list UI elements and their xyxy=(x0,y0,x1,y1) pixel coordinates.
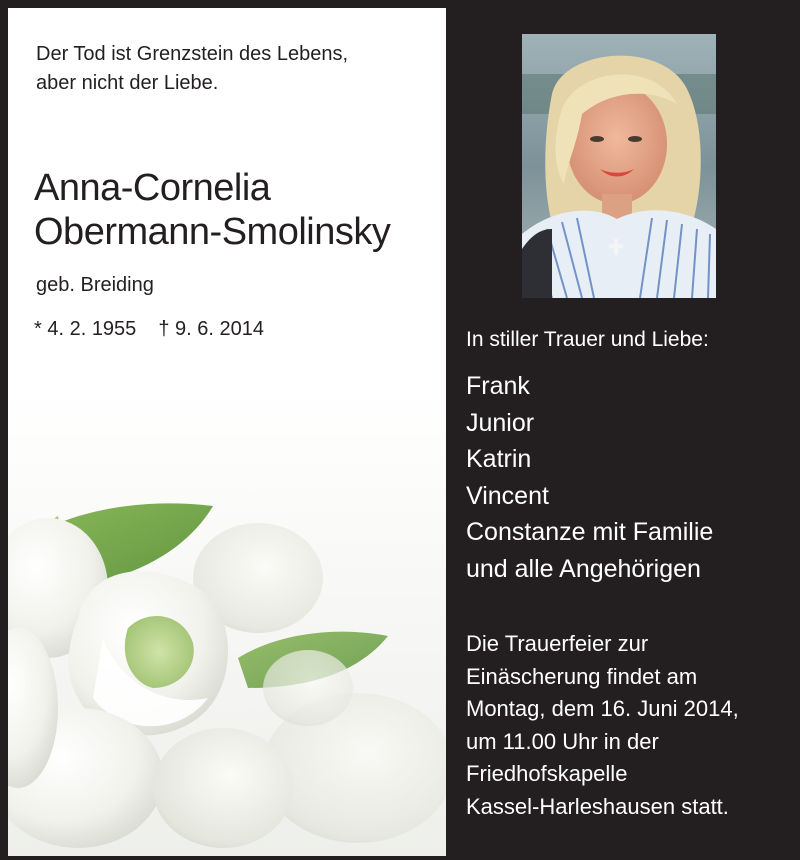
maiden-name: geb. Breiding xyxy=(36,274,154,296)
ceremony-line-6: Kassel-Harleshausen statt. xyxy=(466,793,729,819)
obituary-card xyxy=(8,8,446,856)
mourner-item: Katrin xyxy=(466,445,532,473)
ceremony-line-2: Einäscherung findet am xyxy=(466,663,698,689)
birth-date: * 4. 2. 1955 xyxy=(34,318,137,340)
ceremony-line-4: um 11.00 Uhr in der xyxy=(466,728,659,754)
death-date: † 9. 6. 2014 xyxy=(158,318,264,340)
ceremony-line-3: Montag, dem 16. Juni 2014, xyxy=(466,696,739,722)
first-name: Anna-Cornelia xyxy=(34,167,271,209)
mourner-item: Frank xyxy=(466,372,530,400)
mourner-item: Vincent xyxy=(466,481,549,510)
ceremony-notice xyxy=(466,628,739,824)
quote-line-1: Der Tod ist Grenzstein des Lebens, xyxy=(36,43,349,65)
ceremony-line-1: Die Trauerfeier zur xyxy=(466,631,649,656)
ceremony-line-5: Friedhofskapelle xyxy=(466,761,628,787)
tulip-bouquet-image xyxy=(8,388,446,856)
last-name: Obermann-Smolinsky xyxy=(34,211,391,253)
mourner-item: Junior xyxy=(466,408,535,437)
quote-line-2: aber nicht der Liebe. xyxy=(36,72,219,94)
mourner-item: und alle Angehörigen xyxy=(466,554,701,583)
life-dates xyxy=(34,318,264,341)
mourner-item: Constanze mit Familie xyxy=(466,518,714,546)
mourning-heading: In stiller Trauer und Liebe: xyxy=(466,328,709,351)
memorial-quote xyxy=(36,40,348,98)
mourners-list xyxy=(466,368,713,587)
portrait-photo xyxy=(522,34,716,298)
deceased-name xyxy=(34,166,390,254)
